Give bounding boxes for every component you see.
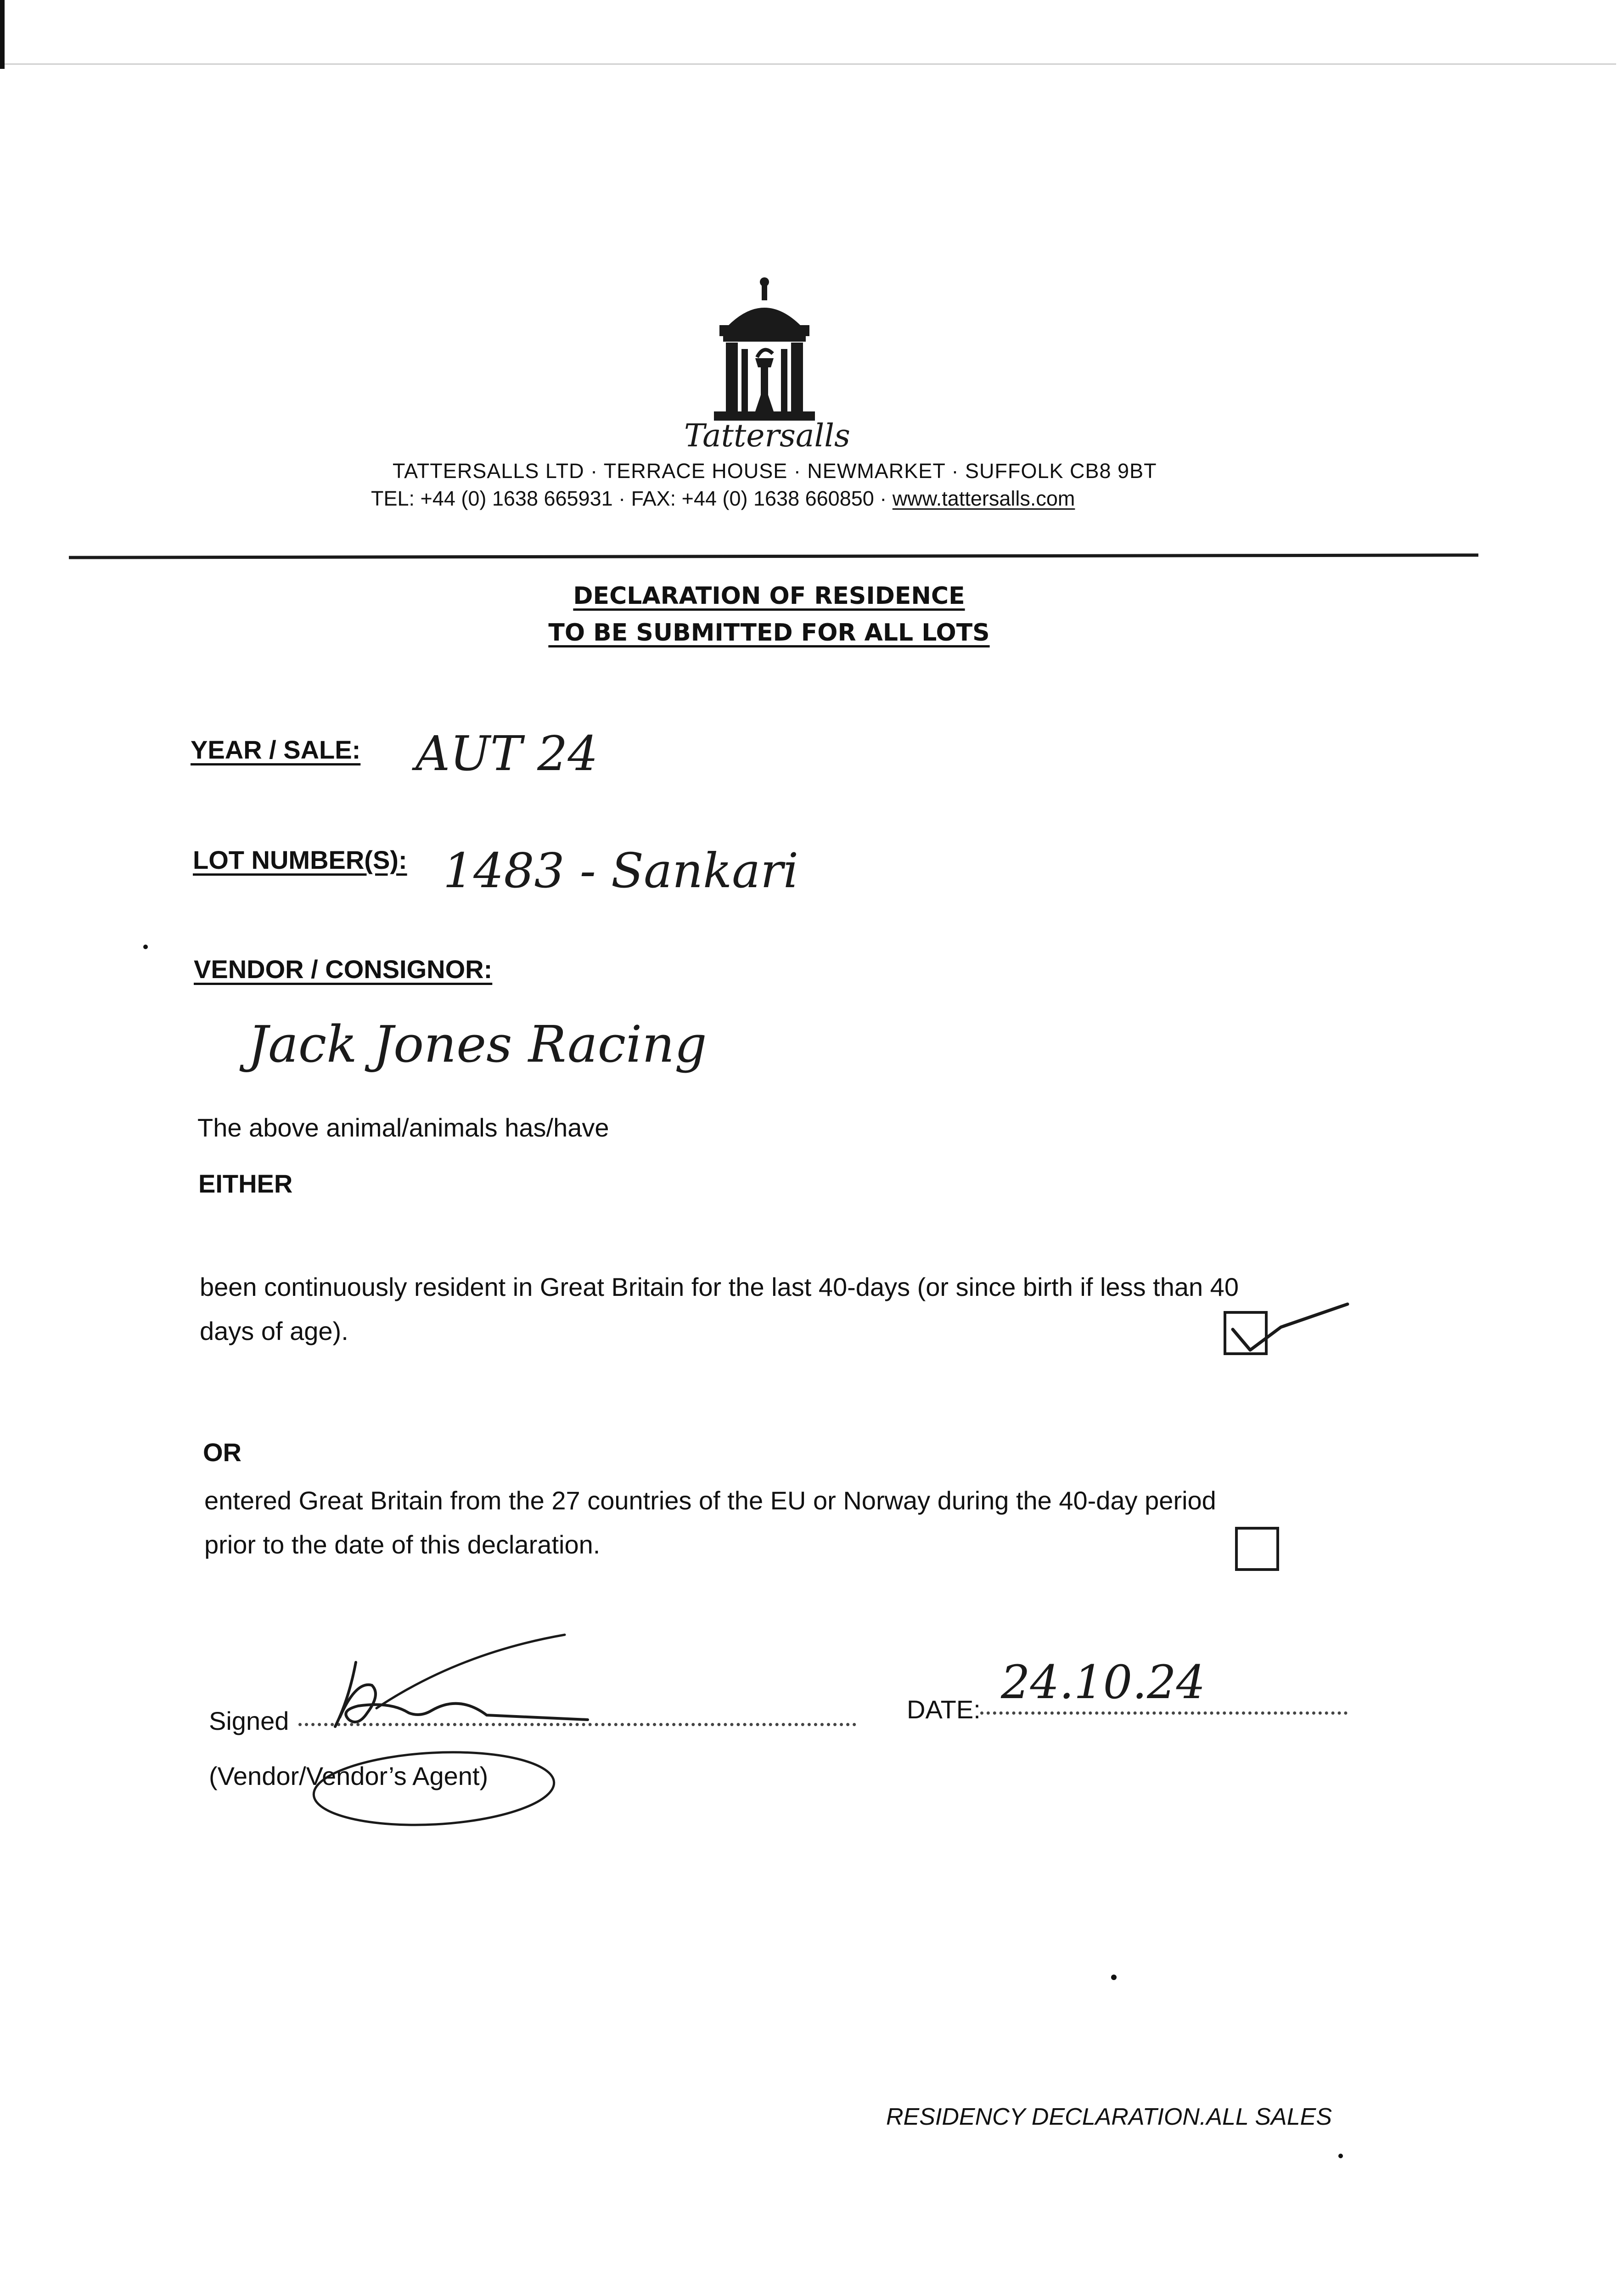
date-label: DATE: (907, 1695, 981, 1724)
brand-script: Tattersalls (684, 418, 850, 454)
agent-circle (305, 1740, 562, 1837)
option-1-text (200, 1265, 1239, 1353)
scan-speck (143, 945, 148, 949)
scan-speck (1338, 2154, 1343, 2158)
year-sale-value[interactable]: AUT 24 (416, 726, 598, 782)
option-2-line-2: prior to the date of this declaration. (204, 1530, 601, 1559)
declaration-intro: The above animal/animals has/have (197, 1113, 609, 1142)
option-1-line-2: days of age). (200, 1317, 348, 1345)
date-line (980, 1711, 1348, 1715)
tattersalls-logo-icon (709, 276, 820, 427)
title-line-2: TO BE SUBMITTED FOR ALL LOTS (548, 619, 990, 647)
signature-image[interactable] (321, 1626, 597, 1745)
contact-line (371, 487, 1075, 511)
contact-text: TEL: +44 (0) 1638 665931 · FAX: +44 (0) 1638 660850 · (371, 487, 893, 510)
option-2-checkbox[interactable] (1235, 1527, 1279, 1571)
checkmark-icon (1224, 1286, 1352, 1364)
vendor-label: VENDOR / CONSIGNOR: (194, 955, 493, 984)
or-heading: OR (203, 1438, 241, 1467)
year-sale-label: YEAR / SALE: (191, 735, 361, 764)
title-line-1: DECLARATION OF RESIDENCE (573, 582, 965, 610)
lot-numbers-value[interactable]: 1483 - Sankari (443, 843, 799, 899)
scan-edge (0, 0, 5, 69)
vendor-role: (Vendor/Vendor’s Agent) (209, 1761, 489, 1790)
page-title (505, 578, 1033, 651)
header-divider (69, 553, 1478, 559)
address-line: TATTERSALLS LTD · TERRACE HOUSE · NEWMARKET · SUFFOLK CB8 9BT (393, 459, 1157, 483)
website-link[interactable]: www.tattersalls.com (892, 487, 1075, 510)
option-2-text (204, 1479, 1216, 1567)
signed-label: Signed (209, 1706, 289, 1735)
either-heading: EITHER (198, 1169, 293, 1198)
form-name: RESIDENCY DECLARATION.ALL SALES (886, 2104, 1332, 2130)
lot-numbers-label: LOT NUMBER(S): (193, 845, 407, 874)
scan-speck (1111, 1975, 1117, 1980)
vendor-value[interactable]: Jack Jones Racing (248, 1015, 707, 1074)
option-2-line-1: entered Great Britain from the 27 countries of the EU or Norway during the 40-day period (204, 1486, 1216, 1515)
date-value[interactable]: 24.10.24 (1001, 1655, 1206, 1709)
option-1-line-1: been continuously resident in Great Britain for the last 40-days (or since birth if less than 40 (200, 1272, 1239, 1301)
scan-border-line (5, 63, 1616, 65)
